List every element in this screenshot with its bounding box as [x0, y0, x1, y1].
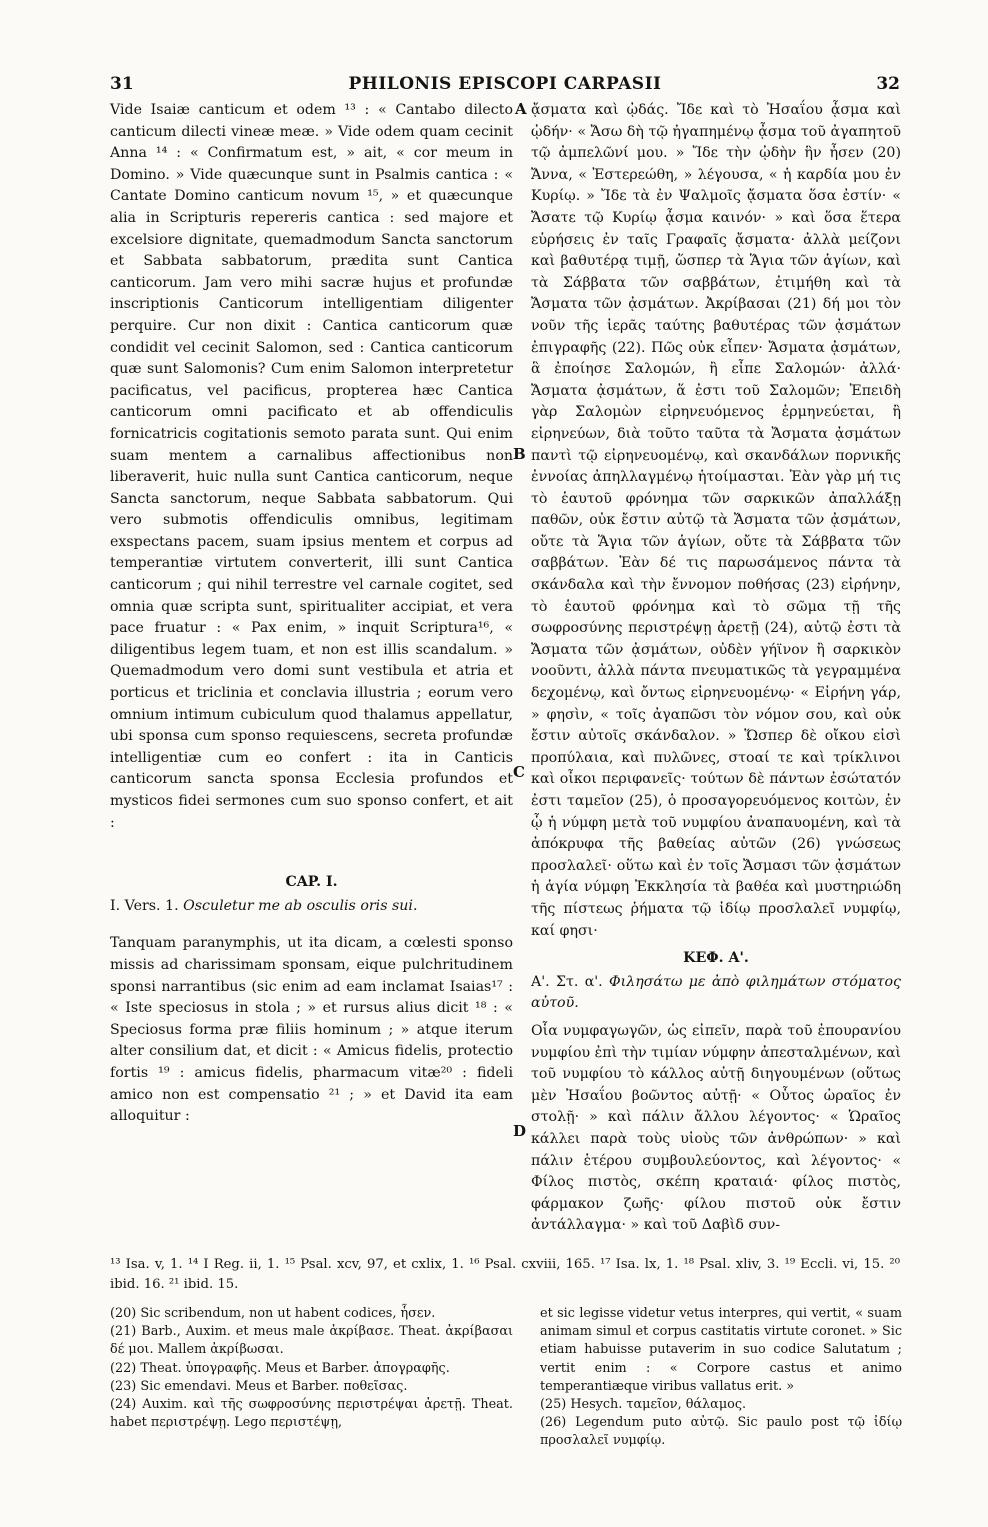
footnote: (21) Barb., Auxim. et meus male ἀκρίβασε. Theat. ἀκρίβασαι δέ μοι. Mallem ἀκρίβωσαι. [110, 1324, 513, 1358]
scripture-references: ¹³ Isa. v, 1. ¹⁴ I Reg. ii, 1. ¹⁵ Psal. xcv, 97, et cxlix, 1. ¹⁶ Psal. cxviii, 165. ¹⁷ Isa. lx, 1. ¹⁸ Psal. xliv, 3. ¹⁹ Eccli. vi, 15. ²⁰ ibid. 16. ²¹ ibid. 15. [110, 1257, 900, 1292]
footnote: (24) Auxim. καὶ τῆς σωφροσύνης περιστρέψαι ἀρετῇ. Theat. habet περιστρέψῃ. Lego περιστέψῃ, [110, 1397, 513, 1431]
latin-verse-text: Osculetur me ab osculis oris sui. [183, 897, 418, 914]
greek-column [531, 100, 901, 1237]
running-title: PHILONIS EPISCOPI CARPASII [348, 74, 662, 94]
latin-verse-number: I. Vers. 1. [110, 897, 179, 914]
greek-verse-number: Α'. Στ. α'. [531, 973, 603, 990]
page-number-right: 32 [876, 74, 900, 94]
margin-letter-c: C [513, 763, 525, 781]
footnote: et sic legisse videtur vetus interpres, qui vertit, « suam animam simul et corpus castitatis virtute coronet. » Sic etiam habuisse putaverim in suo codice Salutatum ; vertit enim : « Corpore castus et animo temperantiæque viribus vallatus erit. » [540, 1306, 902, 1394]
greek-paragraph-1: ᾄσματα καὶ ᾠδάς. Ἴδε καὶ τὸ Ἠσαΐου ᾆσμα καὶ ᾠδήν· « Ἄσω δὴ τῷ ἠγαπημένῳ ᾆσμα τοῦ ἀγαπητοῦ τῷ ἀμπελῶνί μου. » Ἴδε τὴν ᾠδὴν ἣν ἦσεν (20) Ἄννα, « Ἐστερεώθη, » λέγουσα, « ἡ καρδία μου ἐν Κυρίῳ. » Ἴδε τὰ ἐν Ψαλμοῖς ᾄσματα ὅσα ἐστίν· « Ἄσατε τῷ Κυρίῳ ᾆσμα καινόν· » καὶ ὅσα ἕτερα εὑρήσεις ἐν ταῖς Γραφαῖς ᾄσματα· ἀλλὰ μείζονι καὶ βαθυτέρᾳ τιμῇ, ὥσπερ τὰ Ἅγια τῶν ἁγίων, καὶ τὰ Σάββατα τῶν σαββάτων, ἐτιμήθη καὶ τὰ Ἄσματα τῶν ᾀσμάτων. Ἀκρίβασαι (21) δή μοι τὸν νοῦν τῆς ἱερᾶς ταύτης βαθυτέρας τῶν ᾀσμάτων ἐπιγραφῆς (22). Πῶς οὐκ εἶπεν· Ἄσματα ᾀσμάτων, ἃ ἐποίησε Σαλομών, ἢ εἶπε Σαλομών· ἀλλά· Ἄσματα ᾀσμάτων, ἅ ἐστι τοῦ Σαλομῶν; Ἐπειδὴ γὰρ Σαλομὼν εἰρηνευόμενος ἑρμηνεύεται, ἢ εἰρηνεύων, διὰ τοῦτο ταῦτα τὰ Ἄσματα ᾀσμάτων παντὶ τῷ εἰρηνευομένῳ, καὶ σκανδάλων πορνικῆς ἐννοίας ἀπηλλαγμένῳ ἡτοίμασται. Ἐὰν γὰρ μή τις τὸ ἑαυτοῦ φρόνημα τῶν σαρκικῶν ἀπαλλάξῃ παθῶν, οὐκ ἔστιν αὐτῷ τὰ Ἄσματα τῶν ᾀσμάτων, οὔτε τὰ Ἅγια τῶν ἁγίων, οὔτε τὰ Σάββατα τῶν σαββάτων. Ἐὰν δέ τις παρωσάμενος πάντα τὰ σκάνδαλα καὶ τὴν ἔννομον ποθήσας (23) εἰρήνην, τὸ ἑαυτοῦ φρόνημα καὶ τὸ σῶμα τῇ τῆς σωφροσύνης περιστρέψῃ ἀρετῇ (24), αὐτῷ ἐστι τὰ Ἄσματα τῶν ᾀσμάτων, οὐδὲν γήϊνον ἢ σαρκικὸν νοοῦντι, ἀλλὰ πάντα πνευματικῶς τὰ γεγραμμένα δεχομένῳ, καὶ ὄντως εἰρηνευομένῳ· « Εἰρήνη γάρ, » φησὶν, « τοῖς ἀγαπῶσι τὸν νόμον σου, καὶ οὐκ ἔστιν αὐτοῖς σκάνδαλον. » Ὥσπερ δὲ οἴκου εἰσὶ προπύλαια, καὶ πυλῶνες, στοαί τε καὶ τρίκλινοι καὶ οἶκοι περιφανεῖς· τούτων δὲ πάντων ἐσώτατόν ἐστι ταμεῖον (25), ὁ προσαγορευόμενος κοιτὼν, ἐν ᾧ ἡ νύμφη μετὰ τοῦ νυμφίου ἀναπαυομένη, καὶ τὰ ἀπόκρυφα τῆς βαθείας αὐτῶν (26) γνώσεως προσλαλεῖ· οὕτω καὶ ἐν τοῖς Ἄσμασι τῶν ᾀσμάτων ἡ ἁγία νύμφη Ἐκκλησία τὰ βαθέα καὶ μυστηριώδη τῆς πίστεως ῥήματα τῷ ἰδίῳ προσλαλεῖ νυμφίῳ, καί φησι· [531, 102, 901, 939]
footnote: (23) Sic emendavi. Meus et Barber. ποθεῖσας. [110, 1378, 408, 1394]
latin-paragraph-2: Tanquam paranymphis, ut ita dicam, a cœlesti sponso missis ad charissimam sponsam, eique pulchritudinem sponsi narrantibus (sic enim ad eam inclamat Isaias¹⁷ : « Iste speciosus in stola ; » et rursus alius dicit ¹⁸ : « Speciosus forma præ filiis hominum ; » atque iterum alter consilium dat, et dicit : « Amicus fidelis, protectio fortis ¹⁹ : amicus fidelis, pharmacum vitæ²⁰ : fideli amico non est compensatio ²¹ ; » et David ita eam alloquitur : [110, 935, 513, 1125]
footnote: (25) Hesych. ταμεῖον, θάλαμος. [540, 1397, 747, 1413]
greek-verse [531, 972, 901, 1015]
margin-letter-a: A [515, 100, 527, 118]
page-number-left: 31 [110, 74, 134, 94]
margin-letter-b: B [513, 445, 526, 463]
footnotes-right [540, 1305, 902, 1451]
greek-verse-text: Φιλησάτω με ἀπὸ φιλημάτων στόματος αὐτοῦ. [531, 973, 901, 1012]
running-header [110, 74, 900, 98]
footnote: (26) Legendum puto αὐτῷ. Sic paulo post τῷ ἰδίῳ προσλαλεῖ νυμφίῳ. [540, 1415, 902, 1449]
latin-chapter-heading: CAP. I. [285, 874, 338, 891]
latin-verse [110, 896, 513, 918]
footnotes-left [110, 1305, 513, 1432]
footnote: (20) Sic scribendum, non ut habent codices, ἧσεν. [110, 1306, 436, 1321]
latin-paragraph-1: Vide Isaiæ canticum et odem ¹³ : « Cantabo dilecto canticum dilecti vineæ meæ. » Vide odem quam cecinit Anna ¹⁴ : « Confirmatum est, » ait, « cor meum in Domino. » Vide quæcunque sunt in Psalmis cantica : « Cantate Domino canticum novum ¹⁵, » et quæcunque alia in Scripturis repereris cantica : sed majore et excelsiore dignitate, quemadmodum Sancta sanctorum et Sabbata sabbatorum, prædita sunt Cantica canticorum. Jam vero mihi sacræ hujus et profundæ inscriptionis Canticorum intelligentiam diligenter perquire. Cur non dixit : Cantica canticorum quæ condidit vel cecinit Salomon, sed : Cantica canticorum quæ sunt Salomonis? Cum enim Salomon interpretetur pacificatus, vel pacificus, propterea hæc Cantica canticorum omni pacificato et ab offendiculis fornicatricis cogitationis semoto parata sunt. Qui enim suam mentem a carnalibus affectionibus non liberaverit, huic nulla sunt Cantica canticorum, neque Sancta sanctorum, neque Sabbata sabbatorum. Qui vero submotis offendiculis omnibus, legitimam exspectans pacem, suam ipsius mentem et corpus ad temperantiæ virtutem converterit, illi sunt Cantica canticorum ; qui nihil terrestre vel carnale cogitet, sed omnia quæ scripta sunt, spiritualiter accipiat, et vera pace fruatur : « Pax enim, » inquit Scriptura¹⁶, « diligentibus legem tuam, et non est illis scandalum. » Quemadmodum vero domi sunt vestibula et atria et porticus et triclinia et conclavia illustria ; eorum vero omnium intimum cubiculum quod thalamus appellatur, ubi sponsa cum sponso requiescens, secreta profundæ intelligentiæ cum eo confert : ita in Canticis canticorum sancta sponsa Ecclesia profundos et mysticos fidei sermones cum suo sponso confert, et ait : [110, 102, 513, 831]
margin-letter-d: D [513, 1122, 527, 1140]
greek-paragraph-2: Οἷα νυμφαγωγῶν, ὡς εἰπεῖν, παρὰ τοῦ ἐπουρανίου νυμφίου ἐπὶ τὴν τιμίαν νύμφην ἀπεσταλμένων, καὶ τοῦ νυμφίου τὸ κάλλος αὐτῇ διηγουμένων (οὕτως μὲν Ἠσαΐου βοῶντος αὐτῇ· « Οὗτος ὡραῖος ἐν στολῇ· » καὶ πάλιν ἄλλου λέγοντος· « Ὡραῖος κάλλει παρὰ τοὺς υἱοὺς τῶν ἀνθρώπων· » καὶ πάλιν ἑτέρου συμβουλεύοντος, καὶ λέγοντος· « Φίλος πιστὸς, σκέπη κραταιά· φίλος πιστὸς, φάρμακον ζωῆς· φίλου πιστοῦ οὐκ ἔστιν ἀντάλλαγμα· » καὶ τοῦ Δαβὶδ συν- [531, 1022, 901, 1234]
latin-column [110, 100, 513, 1128]
footnote: (22) Theat. ὑπογραφῆς. Meus et Barber. ἀπογραφῆς. [110, 1360, 450, 1376]
greek-chapter-heading: ΚΕΦ. Α'. [683, 950, 749, 967]
